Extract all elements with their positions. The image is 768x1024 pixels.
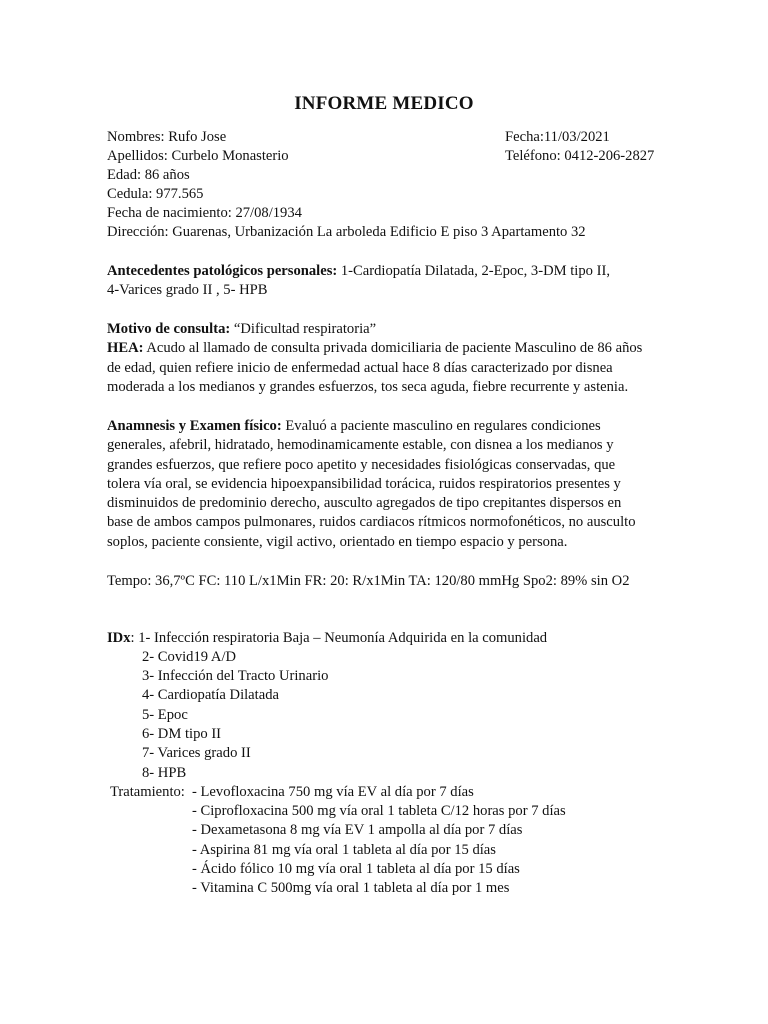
motivo-label: Motivo de consulta: (107, 321, 231, 337)
hea-line2: de edad, quien refiere inicio de enfermedad actual hace 8 días caracterizado por disnea (107, 359, 613, 376)
hea-label: HEA: (107, 340, 144, 357)
anamnesis-line7: soplos, paciente consiente, vigil activo, orientado en tiempo espacio y persona. (107, 533, 568, 550)
idx-item-1: : 1- Infección respiratoria Baja – Neumonía Adquirida en la comunidad (130, 630, 548, 646)
idx-item-5: 5- Epoc (142, 707, 188, 723)
tratamiento-item: - Ciprofloxacina 500 mg vía oral 1 tableta C/12 horas por 7 días (192, 803, 566, 819)
antecedentes-section (107, 262, 667, 301)
vital-signs: Tempo: 36,7ºC FC: 110 L/x1Min FR: 20: R/x1Min TA: 120/80 mmHg Spo2: 89% sin O2 (107, 573, 630, 589)
anamnesis-line1: Evaluó a paciente masculino en regulares condiciones (281, 418, 601, 434)
idx-item-2: 2- Covid19 A/D (142, 649, 237, 665)
tratamiento-item: - Aspirina 81 mg vía oral 1 tableta al día por 15 días (192, 842, 496, 858)
antecedentes-line2: 4-Varices grado II , 5- HPB (107, 282, 268, 299)
document-title: INFORME MEDICO (294, 93, 474, 114)
patient-age: Edad: 86 años (107, 167, 190, 183)
anamnesis-line4: tolera vía oral, se evidencia hipoexpansibilidad torácica, ruidos respiratorios presentes y (107, 475, 621, 492)
antecedentes-line1: 1-Cardiopatía Dilatada, 2-Epoc, 3-DM tipo II, (337, 263, 610, 279)
anamnesis-line5: disminuidos de predominio derecho, ausculto agregados de tipo crepitantes dispersos en (107, 495, 622, 512)
tratamiento-item: - Ácido fólico 10 mg vía oral 1 tableta al día por 15 días (192, 861, 520, 877)
patient-id: Cedula: 977.565 (107, 186, 204, 202)
patient-birthdate: Fecha de nacimiento: 27/08/1934 (107, 205, 302, 221)
anamnesis-line6: base de ambos campos pulmonares, ruidos cardiacos rítmicos normofonéticos, no ausculto (107, 514, 636, 531)
motivo-hea-section (107, 320, 667, 397)
anamnesis-line3: grandes esfuerzos, que refiere poco apetito y necesidades fisiológicas conservadas, que (107, 456, 616, 473)
tratamiento-item: - Levofloxacina 750 mg vía EV al día por 7 días (192, 784, 474, 800)
anamnesis-section (107, 417, 667, 552)
idx-item-7: 7- Varices grado II (142, 745, 251, 761)
patient-phone: Teléfono: 0412-206-2827 (505, 148, 655, 164)
tratamiento-label: Tratamiento: (110, 784, 185, 800)
idx-item-4: 4- Cardiopatía Dilatada (142, 687, 279, 703)
idx-item-8: 8- HPB (142, 765, 187, 781)
idx-label: IDx (107, 630, 131, 646)
idx-item-3: 3- Infección del Tracto Urinario (142, 668, 329, 684)
patient-surnames: Apellidos: Curbelo Monasterio (107, 148, 289, 164)
antecedentes-label: Antecedentes patológicos personales: (107, 263, 338, 279)
report-date: Fecha:11/03/2021 (505, 129, 610, 145)
hea-line3: moderada a los medianos y grandes esfuerzos, tos seca aguda, fiebre recurrente y astenia. (107, 378, 629, 395)
patient-names: Nombres: Rufo Jose (107, 129, 227, 145)
hea-line1: Acudo al llamado de consulta privada domiciliaria de paciente Masculino de 86 años (143, 340, 643, 357)
patient-address: Dirección: Guarenas, Urbanización La arboleda Edificio E piso 3 Apartamento 32 (107, 224, 586, 240)
anamnesis-line2: generales, afebril, hidratado, hemodinamicamente estable, con disnea a los medianos y (107, 437, 614, 454)
tratamiento-item: - Dexametasona 8 mg vía EV 1 ampolla al día por 7 días (192, 822, 523, 838)
idx-first-row (107, 629, 547, 648)
motivo-text: “Dificultad respiratoria” (230, 321, 377, 337)
tratamiento-item: - Vitamina C 500mg vía oral 1 tableta al día por 1 mes (192, 880, 510, 896)
anamnesis-label: Anamnesis y Examen físico: (107, 418, 282, 434)
idx-item-6: 6- DM tipo II (142, 726, 222, 742)
